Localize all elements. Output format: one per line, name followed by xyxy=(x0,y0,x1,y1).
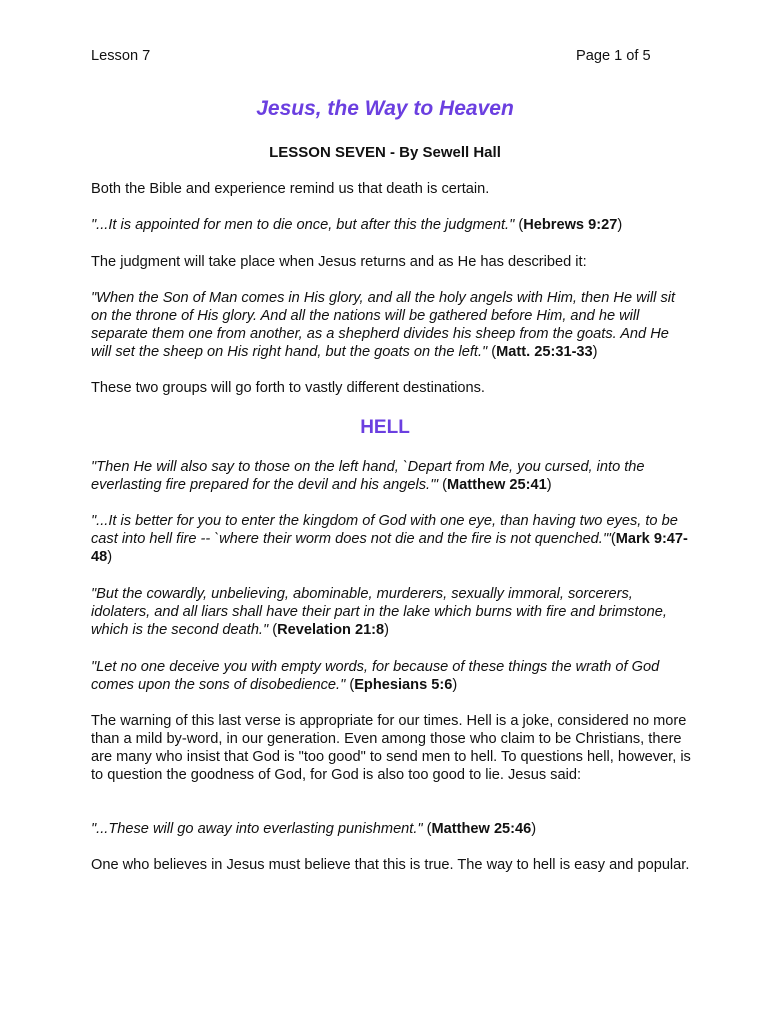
quote-paragraph: "Let no one deceive you with empty words, for because of these things the wrath of God comes upon the sons of disobedience." (Ephesians 5:6) xyxy=(91,659,660,693)
page-title: Jesus, the Way to Heaven xyxy=(256,97,514,120)
scripture-quote: "But the cowardly, unbelieving, abominable, murderers, sexually immoral, sorcerers, idolaters, and all liars shall have their part in the lake which burns with fire and brimstone, which is the second death." xyxy=(91,586,667,638)
paragraph-two-groups: These two groups will go forth to vastly different destinations. xyxy=(91,380,485,396)
quote-paragraph: "...These will go away into everlasting punishment." (Matthew 25:46) xyxy=(91,821,537,837)
scripture-reference: Ephesians 5:6 xyxy=(354,677,453,693)
quote-paragraph: "...It is appointed for men to die once, but after this the judgment." (Hebrews 9:27) xyxy=(91,217,623,233)
lesson-number: Lesson 7 xyxy=(91,48,151,64)
section-heading-hell: HELL xyxy=(360,417,410,438)
page-number: Page 1 of 5 xyxy=(576,48,651,64)
scripture-quote: "...These will go away into everlasting punishment." xyxy=(91,821,423,837)
paragraph-intro: Both the Bible and experience remind us that death is certain. xyxy=(91,181,490,197)
scripture-reference: Matt. 25:31-33 xyxy=(496,344,593,360)
scripture-quote: "Let no one deceive you with empty words, for because of these things the wrath of God comes upon the sons of disobedience." xyxy=(91,659,660,693)
paragraph-warning: The warning of this last verse is appropriate for our times. Hell is a joke, considered no more than a mild by-word, in our generation. Even among those who claim to be Christians, there are many who insist that God is "too good" to send men to hell. To questions hell, however, is to question the goodness of God, for God is also too good to lie. Jesus said: xyxy=(91,713,691,783)
quote-paragraph: "When the Son of Man comes in His glory, and all the holy angels with Him, then He will sit on the throne of His glory. And all the nations will be gathered before Him, and he will separate them one from another, as a shepherd divides his sheep from the goats. And He will set the sheep on His right hand, but the goats on the left." (Matt. 25:31-33) xyxy=(91,290,676,360)
lesson-subtitle: LESSON SEVEN - By Sewell Hall xyxy=(269,144,501,161)
paragraph-conclusion: One who believes in Jesus must believe that this is true. The way to hell is easy and popular. xyxy=(91,857,690,873)
scripture-reference: Mark 9:47-48 xyxy=(91,531,688,565)
scripture-quote: "...It is better for you to enter the kingdom of God with one eye, than having two eyes, to be cast into hell fire -- `where their worm does not die and the fire is not quenched.'" xyxy=(91,513,678,547)
quote-paragraph: "But the cowardly, unbelieving, abominable, murderers, sexually immoral, sorcerers, idolaters, and all liars shall have their part in the lake which burns with fire and brimstone, which is the second death." (Revelation 21:8) xyxy=(91,586,667,638)
paragraph-judgment: The judgment will take place when Jesus returns and as He has described it: xyxy=(91,254,587,270)
scripture-reference: Hebrews 9:27 xyxy=(523,217,618,233)
scripture-reference: Revelation 21:8 xyxy=(277,622,385,638)
scripture-quote: "Then He will also say to those on the left hand, `Depart from Me, you cursed, into the everlasting fire prepared for the devil and his angels.'" xyxy=(91,459,645,493)
quote-paragraph: "...It is better for you to enter the kingdom of God with one eye, than having two eyes, to be cast into hell fire -- `where their worm does not die and the fire is not quenched.'"(Mark 9:47-48) xyxy=(91,513,688,565)
scripture-quote: "When the Son of Man comes in His glory, and all the holy angels with Him, then He will sit on the throne of His glory. And all the nations will be gathered before Him, and he will separate them one from another, as a shepherd divides his sheep from the goats. And He will set the sheep on His right hand, but the goats on the left." xyxy=(91,290,676,360)
scripture-reference: Matthew 25:41 xyxy=(447,477,547,493)
scripture-quote: "...It is appointed for men to die once, but after this the judgment." xyxy=(91,217,515,233)
scripture-reference: Matthew 25:46 xyxy=(431,821,532,837)
quote-paragraph: "Then He will also say to those on the left hand, `Depart from Me, you cursed, into the everlasting fire prepared for the devil and his angels.'" (Matthew 25:41) xyxy=(91,459,645,493)
